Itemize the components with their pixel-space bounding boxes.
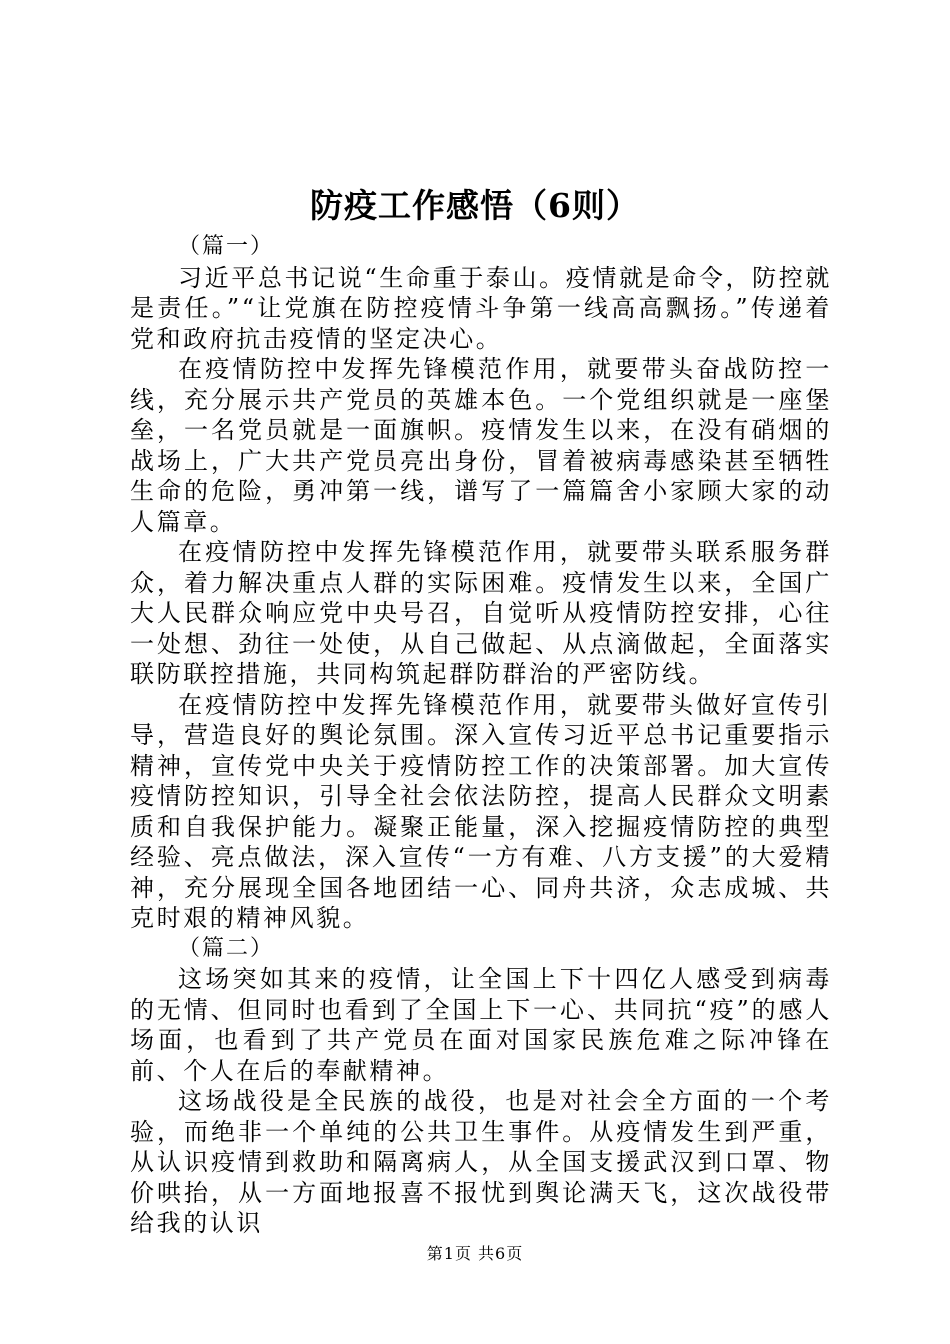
document-body [130,232,832,1239]
page-number-footer: 第1页 共6页 [426,1244,524,1263]
section-heading: （篇二） [178,935,275,961]
section-heading: （篇一） [178,234,275,259]
paragraph: 习近平总书记说“生命重于泰山。疫情就是命令，防控就是责任。”“让党旗在防控疫情斗争第一线高高飘扬。”传递着党和政府抗击疫情的坚定决心。 [130,263,832,353]
paragraph: 在疫情防控中发挥先锋模范作用，就要带头做好宣传引导，营造良好的舆论氛围。深入宣传习近平总书记重要指示精神，宣传党中央关于疫情防控工作的决策部署。加大宣传疫情防控知识，引导全社会依法防控，提高人民群众文明素质和自我保护能力。凝聚正能量，深入挖掘疫情防控的典型经验、亮点做法，深入宣传“一方有难、八方支援”的大爱精神，充分展现全国各地团结一心、同舟共济，众志成城、共克时艰的精神风貌。 [130,690,832,932]
paragraph: 在疫情防控中发挥先锋模范作用，就要带头联系服务群众，着力解决重点人群的实际困难。疫情发生以来，全国广大人民群众响应党中央号召，自觉听从疫情防控安排，心往一处想、劲往一处使，从自己做起、从点滴做起，全面落实联防联控措施，共同构筑起群防群治的严密防线。 [130,538,832,688]
document-title: 防疫工作感悟（6则） [310,186,640,225]
paragraph: 这场战役是全民族的战役，也是对社会全方面的一个考验，而绝非一个单纯的公共卫生事件。从疫情发生到严重，从认识疫情到救助和隔离病人，从全国支援武汉到口罩、物价哄抬，从一方面地报喜不报忧到舆论满天飞，这次战役带给我的认识 [130,1087,832,1237]
paragraph: 在疫情防控中发挥先锋模范作用，就要带头奋战防控一线，充分展示共产党员的英雄本色。一个党组织就是一座堡垒，一名党员就是一面旗帜。疫情发生以来，在没有硝烟的战场上，广大共产党员亮出身份，冒着被病毒感染甚至牺牲生命的危险，勇冲第一线，谱写了一篇篇舍小家顾大家的动人篇章。 [130,355,832,536]
paragraph: 这场突如其来的疫情，让全国上下十四亿人感受到病毒的无情、但同时也看到了全国上下一心、共同抗“疫”的感人场面，也看到了共产党员在面对国家民族危难之际冲锋在前、个人在后的奉献精神。 [130,965,832,1085]
